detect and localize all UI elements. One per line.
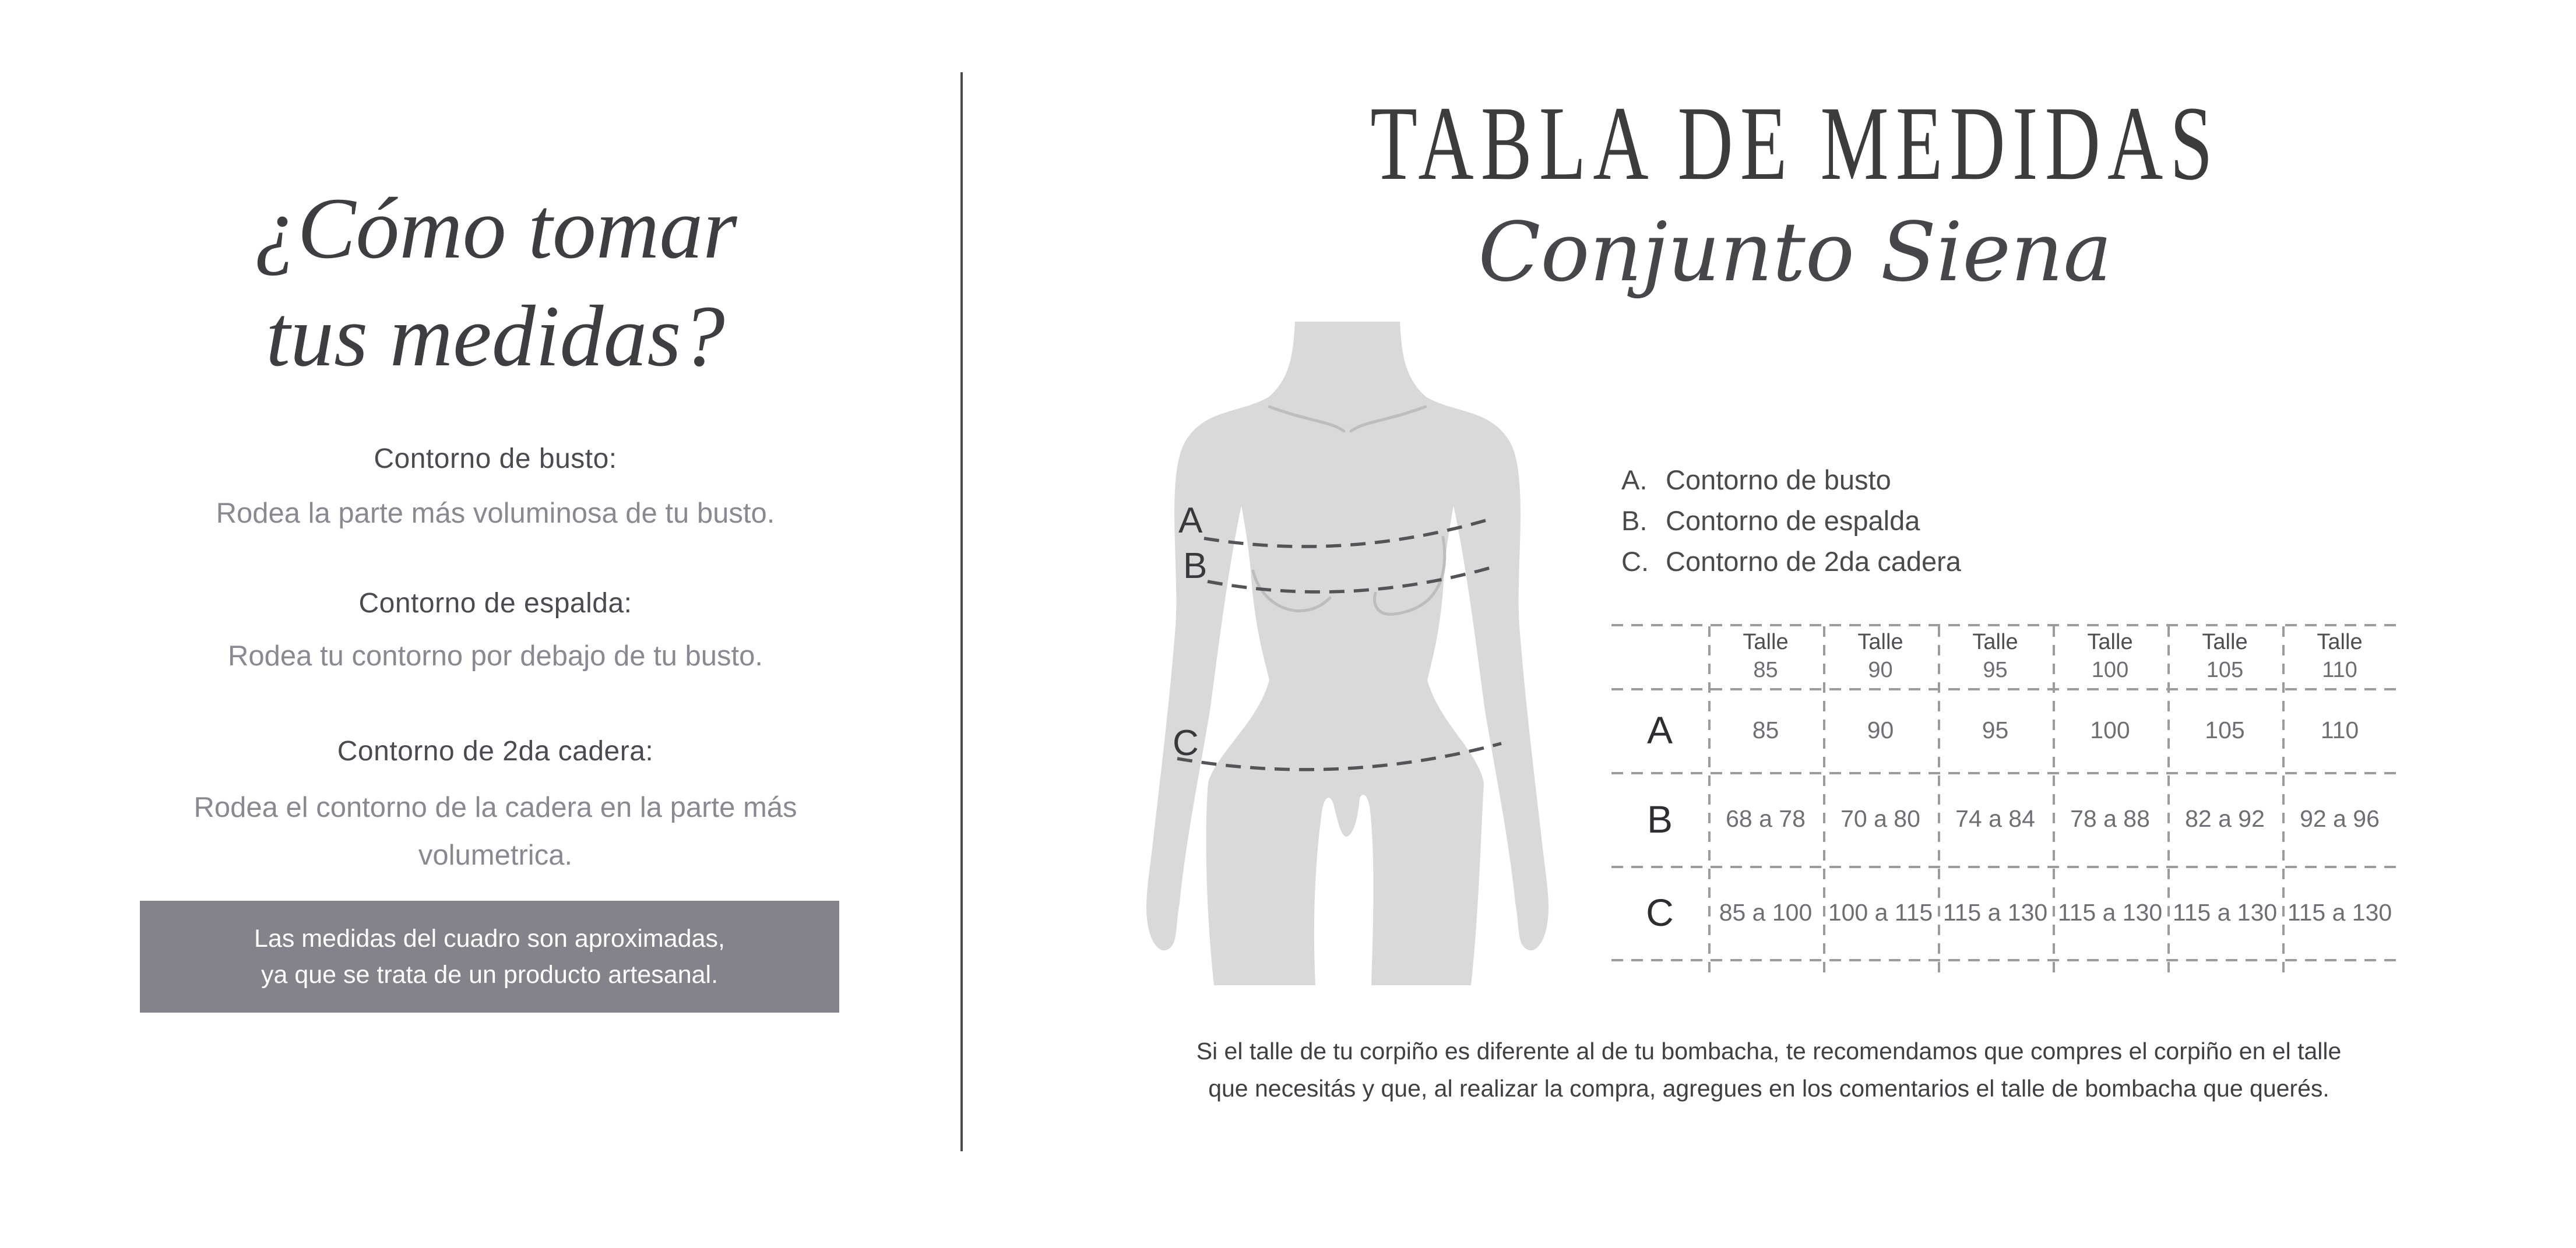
cell-c-90: 100 a 115 (1828, 898, 1933, 926)
cell-b-110: 92 a 96 (2300, 805, 2380, 832)
legend-key-a: A. (1621, 464, 1648, 495)
approximate-measures-note (140, 901, 839, 1013)
table-header-talle-90 (1823, 624, 1938, 688)
back-section-body: Rodea tu contorno por debajo de tu busto. (227, 640, 763, 672)
cell-b-105: 82 a 92 (2185, 805, 2265, 832)
table-row-c (1611, 866, 2397, 959)
figure-label-b: B (1183, 546, 1208, 586)
table-corner-cell (1611, 624, 1708, 688)
bust-section-body: Rodea la parte más voluminosa de tu busto. (216, 498, 775, 529)
header-size: 100 (2091, 658, 2129, 682)
header-size: 90 (1868, 658, 1893, 682)
size-mismatch-footnote (962, 1032, 2576, 1107)
legend-label-back: Contorno de espalda (1666, 505, 1920, 536)
size-chart-title: TABLA DE MEDIDAS (1370, 84, 2220, 202)
cell-c-110: 115 a 130 (2287, 898, 2392, 926)
figure-label-c: C (1173, 723, 1199, 763)
cell-a-105: 105 (2205, 716, 2245, 743)
legend-item-hip (1621, 543, 1961, 584)
how-to-measure-title (117, 175, 874, 390)
vertical-divider (960, 72, 963, 1151)
product-name-subtitle: Conjunto Siena (1478, 205, 2112, 300)
cell-b-100: 78 a 88 (2070, 805, 2150, 832)
legend-label-bust: Contorno de busto (1666, 464, 1891, 495)
torso-silhouette (1146, 322, 1549, 985)
cell-a-110: 110 (2320, 716, 2359, 743)
header-word: Talle (2087, 630, 2133, 654)
table-header-talle-85 (1708, 624, 1823, 688)
table-row-a (1611, 688, 2397, 772)
note-line1: Las medidas del cuadro son aproximadas, (254, 925, 725, 953)
row-label-a: A (1646, 708, 1673, 752)
table-header-row (1611, 624, 2397, 688)
table-header-talle-100 (2053, 624, 2167, 688)
footnote-line1: Si el talle de tu corpiño es diferente al de tu bombacha, te recomendamos que compres el corpiño en el talle (1196, 1038, 2342, 1064)
header-size: 85 (1753, 658, 1778, 682)
cell-c-95: 115 a 130 (1942, 898, 2048, 926)
header-word: Talle (1972, 630, 2018, 654)
back-section-title: Contorno de espalda: (358, 588, 632, 619)
table-row-b (1611, 772, 2397, 866)
row-label-c: C (1646, 891, 1674, 934)
table-grid-line (1611, 959, 2397, 961)
figure-label-a: A (1178, 500, 1203, 541)
header-word: Talle (2317, 630, 2363, 654)
how-to-measure-title-line2: tus medidas? (266, 288, 725, 385)
legend-key-c: C. (1621, 546, 1649, 577)
header-word: Talle (1743, 630, 1789, 654)
cell-b-85: 68 a 78 (1726, 805, 1806, 832)
cell-b-90: 70 a 80 (1840, 805, 1920, 832)
size-table (1611, 624, 2397, 974)
hip-section-title: Contorno de 2da cadera: (337, 736, 654, 767)
cell-a-85: 85 (1752, 716, 1779, 743)
measure-legend (1621, 461, 1961, 584)
header-word: Talle (2202, 630, 2248, 654)
cell-a-90: 90 (1867, 716, 1894, 743)
body-silhouette-figure (1119, 322, 1579, 1006)
table-header-talle-110 (2282, 624, 2397, 688)
table-header-talle-105 (2167, 624, 2282, 688)
cell-c-100: 115 a 130 (2057, 898, 2163, 926)
bust-section-title: Contorno de busto: (374, 443, 617, 474)
legend-item-bust (1621, 461, 1961, 502)
cell-a-100: 100 (2090, 716, 2130, 743)
cell-b-95: 74 a 84 (1955, 805, 2035, 832)
legend-label-hip: Contorno de 2da cadera (1666, 546, 1961, 577)
cell-c-105: 115 a 130 (2172, 898, 2278, 926)
table-header-talle-95 (1938, 624, 2053, 688)
header-size: 95 (1983, 658, 2008, 682)
hip-section-body: Rodea el contorno de la cadera en la parte más volumetrica. (193, 792, 797, 871)
how-to-measure-title-line1: ¿Cómo tomar (254, 180, 737, 277)
legend-item-back (1621, 502, 1961, 543)
legend-key-b: B. (1621, 505, 1648, 536)
note-line2: ya que se trata de un producto artesanal. (261, 961, 719, 989)
cell-c-85: 85 a 100 (1719, 898, 1813, 926)
cell-a-95: 95 (1982, 716, 2009, 743)
header-word: Talle (1857, 630, 1903, 654)
header-size: 105 (2206, 658, 2244, 682)
header-size: 110 (2322, 658, 2357, 682)
footnote-line2: que necesitás y que, al realizar la compra, agregues en los comentarios el talle de bombacha que querés. (1208, 1075, 2329, 1102)
row-label-b: B (1646, 797, 1673, 841)
